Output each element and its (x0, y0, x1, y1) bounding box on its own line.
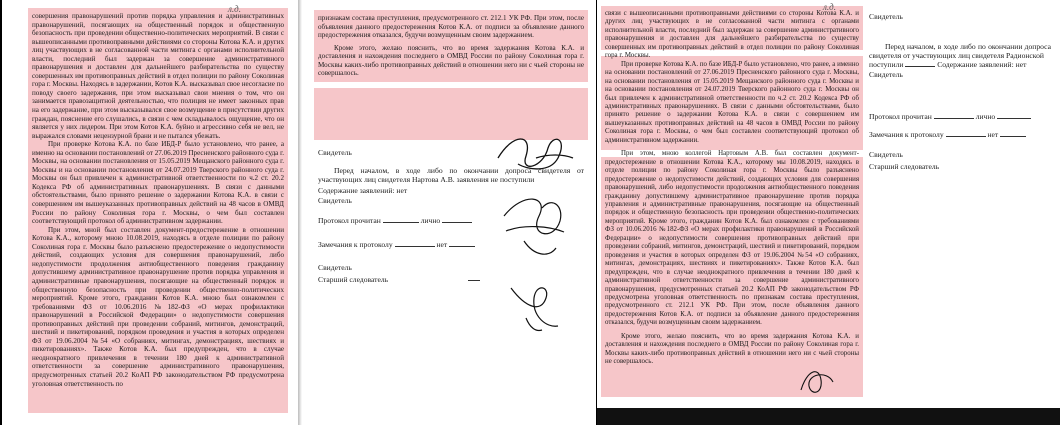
witness-label: Свидетель (318, 196, 352, 205)
witness-label: Свидетель (318, 148, 352, 157)
document-page-1 (2, 0, 596, 425)
document-page-2 (597, 0, 1060, 408)
handwritten-signature (488, 128, 578, 178)
investigator-label: Старший следователь (318, 275, 389, 284)
paragraph: При этом, мной был составлен документ-предостережение в отношении Котова К.А., которому мною 10.08.2019, находясь в отделе полиции по району Соколиная гора г. Москвы было разъяснено предостережение о недопустимости действий, создающих условия для совершения правонарушений, либо недопустимости продолжения антиобщественного поведения гражданину допустившему административное правонарушение против порядка управления и административные правонарушения, посягающие на общественный порядок и общественную безопасность при проведении общественно-политических мероприятий. Кроме этого, гражданин Котов К.А. мною был ознакомлен с требованиями ФЗ от 10.06.2016 №182-ФЗ «О мерах профилактики правонарушений в Российской Федерации» о недопустимости совершения противоправных действий при проведении собраний, митингов, демонстраций, шествий и пикетирований, порядком проведения и участия в которых определен ФЗ от 19.06.2004 №54 «О собраниях, митингах, демонстрациях, шествиях и пикетированиях». Также Котов К.А. был предупрежден, что в случае неоднократного привлечения в течении 180 дней к административной ответственности за совершение административного правонарушения, предусмотренных статьей 20.2 КоАП РФ законодательством РФ предусмотрена уголовная ответственность по (32, 225, 284, 388)
paragraph: признакам состава преступления, предусмотренного ст. 212.1 УК РФ. При этом, после объявления данного предостережения Котов К.А. от подписи за объявление данного предостережения отказался, будучи возмущенным своим задержанием. (318, 14, 584, 40)
remarks-value: нет (436, 240, 448, 249)
statement-end: поступили (869, 60, 904, 69)
protocol-read-value: лично (975, 112, 996, 121)
protocol-read-value: лично (420, 216, 441, 225)
paragraph: Кроме этого, желаю пояснить, что во время задержания Котова К.А. и доставления и нахождения последнего в ОМВД России по району Соколиная гора г. Москвы каких-либо противоправных действий в отношении него ни с чьей стороны не совершалось. (605, 332, 859, 366)
remarks-label: Замечания к протоколу (318, 240, 393, 249)
statement-text (869, 42, 1051, 60)
remarks-label: Замечания к протоколу (869, 130, 944, 139)
content-label: Содержание заявлений: нет (318, 186, 408, 195)
remarks-line (869, 130, 1026, 139)
signature-line (468, 280, 480, 281)
protocol-read-line (869, 112, 1031, 121)
page-bottom-shadow (597, 408, 1060, 425)
paragraph: При проверке Котова К.А. по базе ИБД-Р было установлено, что ранее, а именно на основании постановлений от 27.06.2019 Пресненского районного суда г. Москвы, на основании постановления от 15.05.2019 Мещанского районного суда г. Москвы и на основании постановления от 24.07.2019 Тверского районного суда г. Москвы он был привлечен к административной ответственности по ч.2 ст. 20.2 Кодекса РФ об административных правонарушениях. В связи с данными обстоятельствами, было принято решение о задержании Котова К.А. в связи с совершением им вышеуказанных противоправных действий на 48 часов в ОМВД России по району Соколиная гора г. Москвы, о чем был составлен соответствующий протокол об административном задержании. (32, 140, 284, 226)
protocol-read-label: Протокол прочитан (869, 112, 932, 121)
paragraph: При проверке Котова К.А. по базе ИБД-Р было установлено, что ранее, а именно на основании постановлений от 27.06.2019 Пресненского районного суда г. Москвы, на основании постановления от 15.05.2019 Мещанского районного суда г. Москвы и на основании постановления от 24.07.2019 Тверского районного суда г. Москвы он был привлечен к административной ответственности по ч.2 ст. 20.2 Кодекса РФ об административных правонарушениях. В связи с данными обстоятельствами, было принято решение о задержании Котова К.А. в связи с совершением им вышеуказанных противоправных действий на 48 часов в ОМВД России по району Соколиная гора г. Москвы, о чем был составлен соответствующий протокол об административном задержании. (605, 60, 859, 144)
witness-label: Свидетель (869, 12, 903, 21)
page1-left-column (32, 12, 284, 388)
paragraph: совершения правонарушений против порядка управления и административных правонарушений, посягающих на общественный порядок и общественную безопасность при проведении общественно-политических мероприятий. В связи с вышеописанными противоправными действиями со стороны Котова К.А. и других лиц участвующих в не согласованной части митинга с органами исполнительной власти, последний был задержан за совершение административного правонарушения и доставлен для дальнейшего разбирательства по существу совершенных им противоправных действий в отдел полиции по району Соколиная гора г. Москвы. Находясь в задержании, Котов К.А. высказывал свое несогласие по поводу своего задержания, при этом высказывал свои мнения о том, что он занимается правозащитной деятельностью, что полиция не имеет законных прав на его задержание, при этом высказывался свое возмущение в присутствии других граждан, пояснение его слушались, в связи с чем складывалось ощущение, что он является у них лидером. При этом Котов К.А. буйно и агрессивно себя не вел, не выражался словами нецензурной брани и не пытался убежать. (32, 12, 284, 140)
remarks-value: нет (987, 130, 999, 139)
handwritten-signature (494, 186, 574, 266)
page2-left-column (605, 10, 859, 367)
page-fold (298, 0, 302, 425)
page1-right-column (318, 14, 584, 78)
statement-end-line (869, 60, 1026, 69)
protocol-read-label: Протокол прочитан (318, 216, 381, 225)
content-label: Содержание заявлений: нет (937, 60, 1027, 69)
protocol-read-line (318, 216, 472, 225)
paragraph: Перед началом, в ходе либо по окончании допроса свидетеля от участвующих лиц свидетеля Нартова А.В. заявления не поступили (318, 166, 584, 184)
paragraph: Перед началом, в ходе либо по окончании допроса свидетеля от участвующих лиц свидетеля Радионской (869, 42, 1051, 60)
page-header-mark: л.д. (228, 4, 241, 14)
witness-label: Свидетель (318, 263, 352, 272)
paragraph: При этом, мною коллегой Нартовым А.В. был составлен документ-предостережение в отношении Котова К.А., которому мы 10.08.2019, находясь в отделе полиции по району Соколиная гора г. Москвы было разъяснено предостережение о недопустимости действий, создающих условия для совершения правонарушений, либо недопустимости продолжения антиобщественного поведения гражданину допустившему административное правонарушение против порядка управления и административные правонарушения, посягающие на общественный порядок и общественную безопасность при проведении общественно-политических мероприятий. Кроме этого, гражданин Котов К.А. был ознакомлен с требованиями ФЗ от 10.06.2016 №182-ФЗ «О мерах профилактики правонарушений в Российской Федерации» о недопустимости совершения противоправных действий при проведении собраний, митингов, демонстраций, шествий и пикетирований, порядком проведения и участия в которых определен ФЗ от 19.06.2004 №54 «О собраниях, митингах, демонстрациях, шествиях и пикетированиях». Также Котов К.А. был предупрежден, что в случае неоднократного привлечения в течении 180 дней к административной ответственности за совершение административного правонарушения, предусмотренных статьей 20.2 КоАП РФ законодательством РФ предусмотрена уголовная ответственность по признакам состава преступления, предусмотренного ст. 212.1 УК РФ. При этом, после объявления данного предостережения Котов К.А. от подписи за объявление данного предостережения отказался, будучи возмущенным своим задержанием. (605, 150, 859, 327)
investigator-label: Старший следователь (869, 162, 940, 171)
remarks-line (318, 240, 475, 249)
witness-label: Свидетель (869, 70, 903, 79)
handwritten-signature (506, 278, 566, 338)
paragraph: связи с вышеописанными противоправными действиями со стороны Котова К.А. и других лиц участвующих в не согласованной части митинга с органами исполнительной власти, последний был задержан за совершение административного правонарушения и доставлен для дальнейшего разбирательства по существу совершенных им противоправных действий в отдел полиции по району Соколиная гора г. Москвы. (605, 10, 859, 60)
page-header-mark: л.д. (823, 2, 836, 12)
handwritten-signature (797, 360, 837, 400)
paragraph: Кроме этого, желаю пояснить, что во время задержания Котова К.А. и доставления и нахождения последнего в ОМВД России по району Соколиная гора г. Москвы каких-либо противоправных действий в отношении него ни с чьей стороны не совершалось. (318, 43, 584, 78)
witness-label: Свидетель (869, 150, 903, 159)
